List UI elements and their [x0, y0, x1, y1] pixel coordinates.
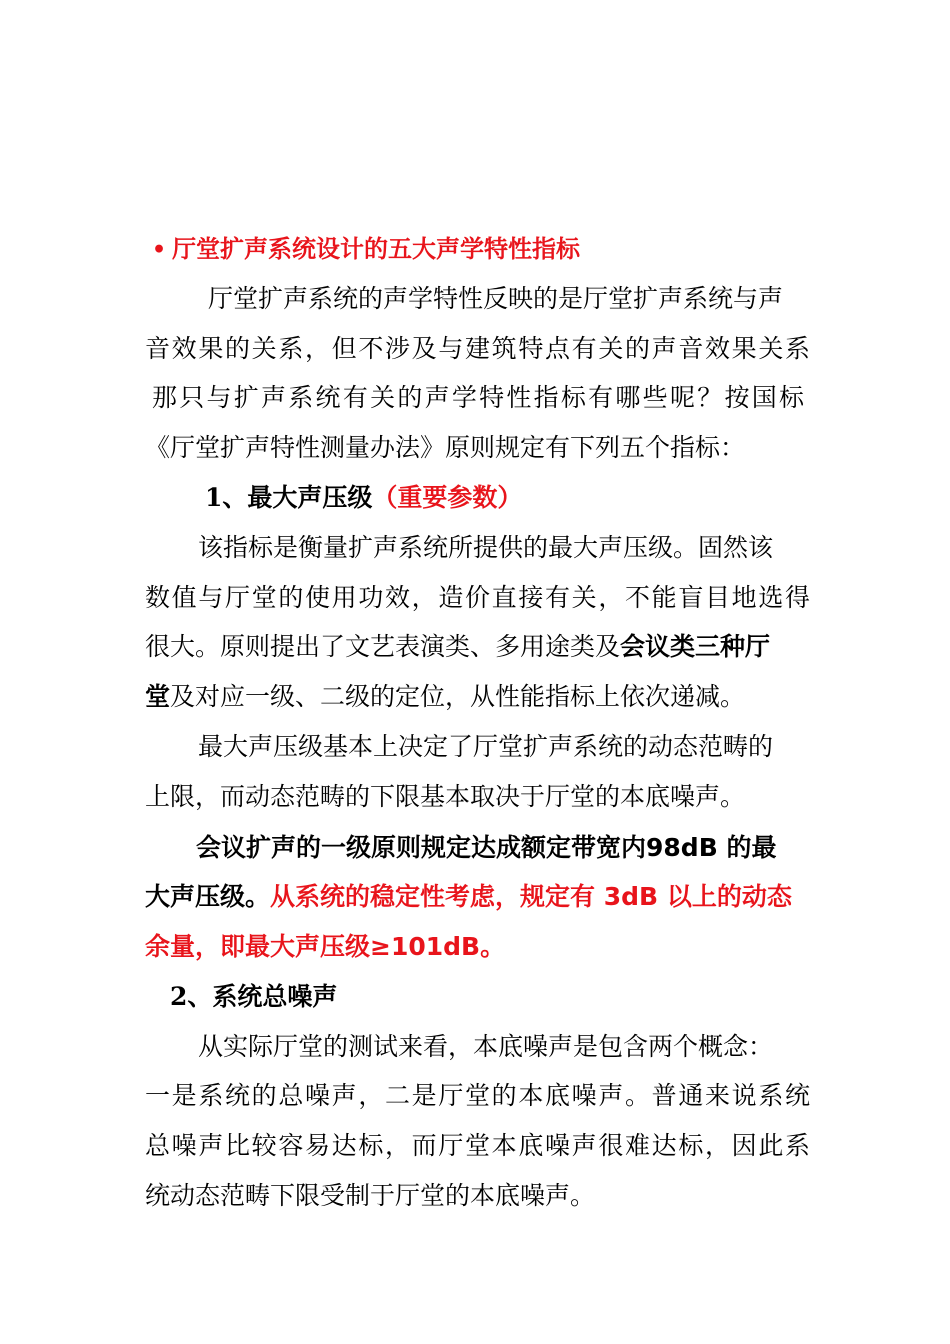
intro-line-1: 厅堂扩声系统的声学特性反映的是厅堂扩声系统与声 [208, 284, 784, 313]
s1-para1-line-3 [145, 627, 810, 667]
s1-para1-line-1: 该指标是衡量扩声系统所提供的最大声压级。固然该 [198, 533, 774, 562]
s1-para1-line-4 [145, 677, 810, 717]
heading-text: 厅堂扩声系统设计的五大声学特性指标 [172, 234, 581, 263]
s2-para-line-1: 从实际厅堂的测试来看，本底噪声是包含两个概念： [198, 1032, 774, 1061]
s1-para3-line-1-text-b: 的最 [726, 833, 777, 862]
s1-para3-line-3-red-a: 余量，即最大声压级≥ [145, 932, 391, 961]
s2-para-line-4: 统动态范畴下限受制于厅堂的本底噪声。 [145, 1181, 596, 1210]
intro-line-2: 音效果的关系，但不涉及与建筑特点有关的声音效果关系 [145, 334, 810, 363]
s1-para1-line-2: 数值与厅堂的使用功效，造价直接有关，不能盲目地选得 [145, 583, 810, 612]
s1-para2-line-1: 最大声压级基本上决定了厅堂扩声系统的动态范畴的 [198, 732, 774, 761]
s1-para2-line-2: 上限，而动态范畴的下限基本取决于厅堂的本底噪声。 [145, 782, 746, 811]
s1-para1-line-4-text: 及对应一级、二级的定位，从性能指标上依次递减。 [170, 682, 746, 711]
s1-para1-line-4-emphasis: 堂 [145, 682, 171, 711]
s1-para1-line-3-emphasis: 会议类三种厅 [620, 632, 771, 661]
s1-para3-line-1 [196, 828, 808, 868]
s1-para3-line-2-red-value: 3dB [603, 882, 659, 911]
section1-title-note: （重要参数） [372, 483, 523, 512]
intro-line-4: 《厅堂扩声特性测量办法》原则规定有下列五个指标： [145, 433, 746, 462]
s1-para3-line-3 [145, 927, 810, 967]
s1-para3-line-3-red-value: 101dB [390, 932, 481, 961]
s2-para-line-3: 总噪声比较容易达标，而厅堂本底噪声很难达标，因此系 [145, 1131, 810, 1160]
s1-para3-line-3-red-b: 。 [480, 932, 506, 961]
s2-para-line-2: 一是系统的总噪声，二是厅堂的本底噪声。普通来说系统 [145, 1081, 810, 1110]
s1-para3-line-2-red-b: 以上的动态 [666, 882, 792, 911]
s1-para3-line-2-text: 大声压级。 [145, 882, 271, 911]
section1-title-text: 1、最大声压级 [205, 483, 373, 512]
s1-para3-line-1-value: 98dB [646, 833, 718, 862]
s1-para3-line-2 [145, 877, 810, 917]
s1-para3-line-1-text-a: 会议扩声的一级原则规定达成额定带宽内 [196, 833, 647, 862]
bullet-icon: • [152, 237, 167, 263]
section2-title: 2、系统总噪声 [170, 982, 338, 1011]
section1-title [205, 478, 705, 518]
section-heading [152, 229, 580, 269]
s1-para3-line-2-red-a: 从系统的稳定性考虑，规定有 [270, 882, 596, 911]
s1-para1-line-3-text: 很大。原则提出了文艺表演类、多用途类及 [145, 632, 621, 661]
intro-line-3: 那只与扩声系统有关的声学特性指标有哪些呢？按国标 [152, 383, 804, 412]
